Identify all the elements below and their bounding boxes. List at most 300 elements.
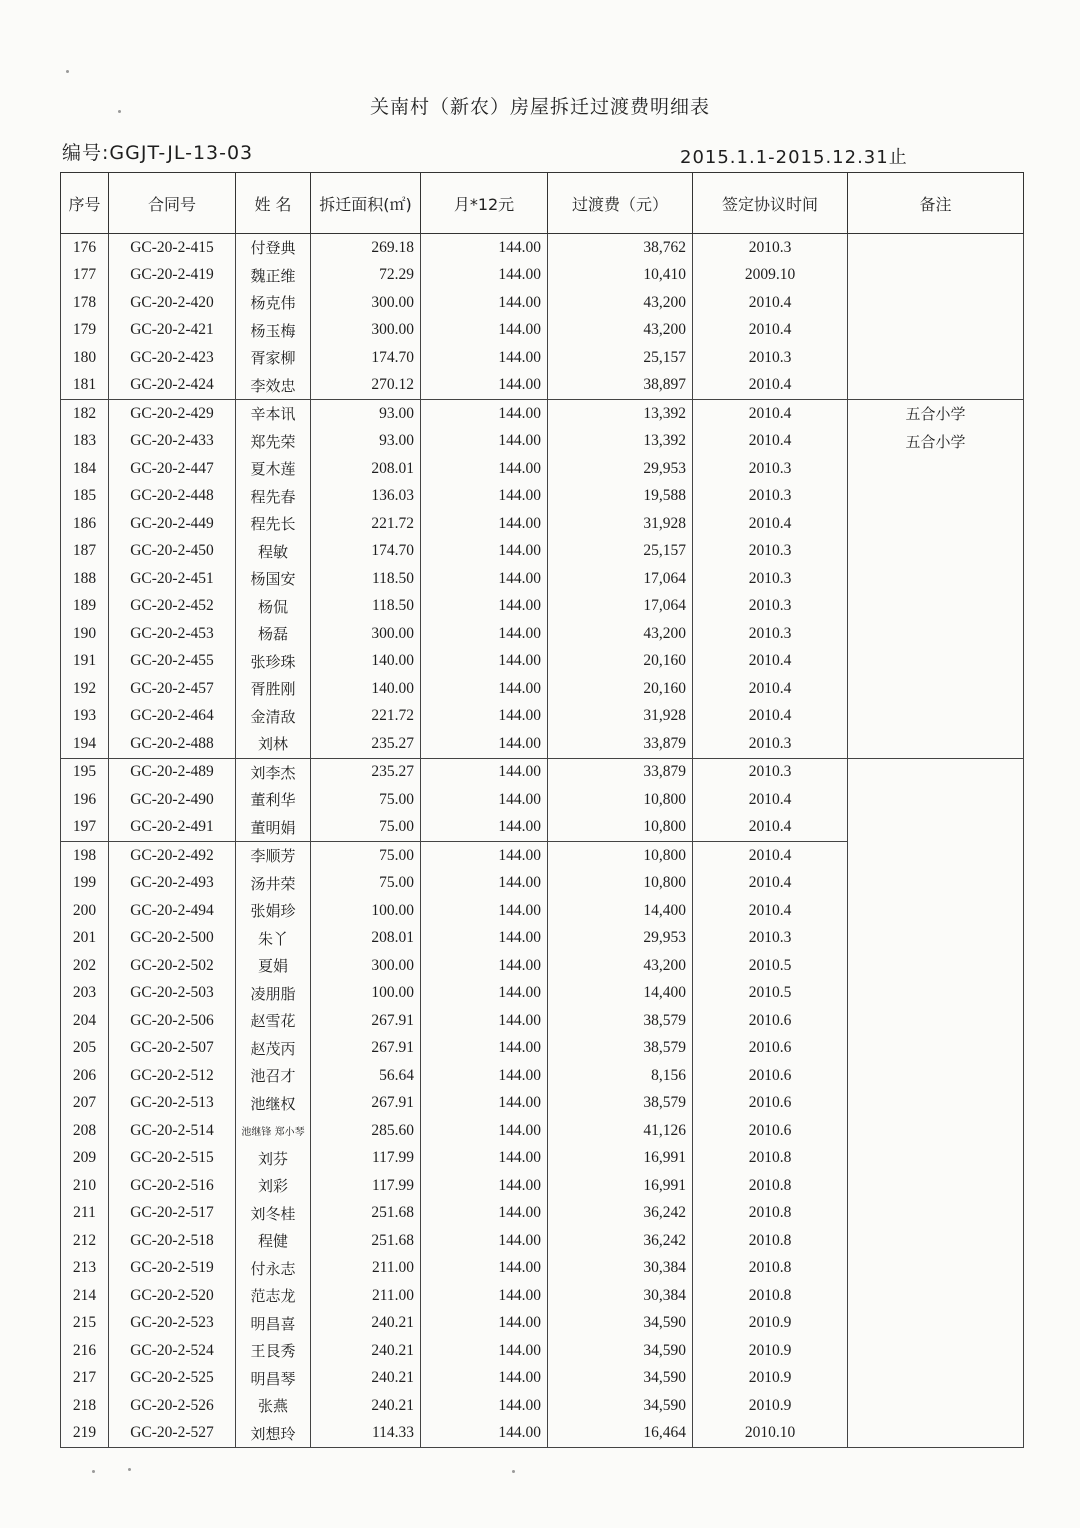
cell-index: 204 <box>61 1007 109 1035</box>
cell-area: 221.72 <box>311 703 421 731</box>
cell-remarks <box>848 1282 1024 1310</box>
cell-area: 93.00 <box>311 400 421 428</box>
cell-transition-fee: 38,579 <box>548 1035 693 1063</box>
cell-name: 杨玉梅 <box>236 317 311 345</box>
cell-monthly-rate: 144.00 <box>421 428 548 456</box>
cell-index: 182 <box>61 400 109 428</box>
cell-agreement-date: 2010.3 <box>693 538 848 566</box>
cell-index: 213 <box>61 1255 109 1283</box>
cell-remarks <box>848 814 1024 842</box>
cell-name: 董明娟 <box>236 814 311 842</box>
cell-index: 188 <box>61 565 109 593</box>
cell-remarks <box>848 1007 1024 1035</box>
cell-name: 杨国安 <box>236 565 311 593</box>
cell-name: 赵雪花 <box>236 1007 311 1035</box>
cell-transition-fee: 33,879 <box>548 730 693 758</box>
cell-contract-no: GC-20-2-513 <box>109 1090 236 1118</box>
cell-name: 夏木莲 <box>236 455 311 483</box>
cell-monthly-rate: 144.00 <box>421 1145 548 1173</box>
cell-agreement-date: 2010.4 <box>693 675 848 703</box>
cell-contract-no: GC-20-2-507 <box>109 1035 236 1063</box>
cell-remarks <box>848 565 1024 593</box>
table-row <box>61 870 1024 898</box>
table-row <box>61 758 1024 786</box>
table-row <box>61 593 1024 621</box>
cell-transition-fee: 38,579 <box>548 1007 693 1035</box>
cell-transition-fee: 38,579 <box>548 1090 693 1118</box>
cell-remarks <box>848 620 1024 648</box>
cell-transition-fee: 30,384 <box>548 1282 693 1310</box>
cell-monthly-rate: 144.00 <box>421 1035 548 1063</box>
cell-index: 217 <box>61 1365 109 1393</box>
cell-monthly-rate: 144.00 <box>421 703 548 731</box>
cell-name: 王艮秀 <box>236 1337 311 1365</box>
cell-area: 140.00 <box>311 675 421 703</box>
cell-contract-no: GC-20-2-464 <box>109 703 236 731</box>
cell-contract-no: GC-20-2-502 <box>109 952 236 980</box>
cell-monthly-rate: 144.00 <box>421 925 548 953</box>
cell-agreement-date: 2010.4 <box>693 786 848 814</box>
cell-area: 117.99 <box>311 1172 421 1200</box>
cell-contract-no: GC-20-2-457 <box>109 675 236 703</box>
cell-name: 杨磊 <box>236 620 311 648</box>
cell-remarks <box>848 980 1024 1008</box>
cell-contract-no: GC-20-2-450 <box>109 538 236 566</box>
cell-agreement-date: 2010.3 <box>693 565 848 593</box>
cell-contract-no: GC-20-2-500 <box>109 925 236 953</box>
cell-monthly-rate: 144.00 <box>421 1420 548 1448</box>
cell-name: 付登典 <box>236 234 311 262</box>
cell-index: 176 <box>61 234 109 262</box>
table-row <box>61 1282 1024 1310</box>
cell-area: 270.12 <box>311 372 421 400</box>
cell-agreement-date: 2010.3 <box>693 455 848 483</box>
header-transition-fee: 过渡费（元） <box>548 173 693 234</box>
cell-transition-fee: 38,762 <box>548 234 693 262</box>
cell-transition-fee: 16,991 <box>548 1145 693 1173</box>
cell-area: 118.50 <box>311 593 421 621</box>
cell-agreement-date: 2010.6 <box>693 1090 848 1118</box>
cell-contract-no: GC-20-2-525 <box>109 1365 236 1393</box>
cell-area: 300.00 <box>311 289 421 317</box>
cell-index: 203 <box>61 980 109 1008</box>
header-contract-no: 合同号 <box>109 173 236 234</box>
cell-index: 199 <box>61 870 109 898</box>
cell-index: 210 <box>61 1172 109 1200</box>
cell-monthly-rate: 144.00 <box>421 1062 548 1090</box>
cell-contract-no: GC-20-2-489 <box>109 758 236 786</box>
cell-index: 209 <box>61 1145 109 1173</box>
cell-transition-fee: 17,064 <box>548 593 693 621</box>
cell-index: 193 <box>61 703 109 731</box>
cell-transition-fee: 34,590 <box>548 1337 693 1365</box>
cell-area: 75.00 <box>311 786 421 814</box>
cell-name: 程敏 <box>236 538 311 566</box>
cell-agreement-date: 2010.4 <box>693 814 848 842</box>
cell-contract-no: GC-20-2-492 <box>109 842 236 870</box>
cell-contract-no: GC-20-2-453 <box>109 620 236 648</box>
cell-transition-fee: 25,157 <box>548 538 693 566</box>
table-row <box>61 925 1024 953</box>
cell-remarks <box>848 703 1024 731</box>
table-row <box>61 1420 1024 1448</box>
cell-remarks <box>848 1255 1024 1283</box>
cell-remarks <box>848 1062 1024 1090</box>
cell-index: 179 <box>61 317 109 345</box>
cell-index: 215 <box>61 1310 109 1338</box>
cell-area: 117.99 <box>311 1145 421 1173</box>
cell-contract-no: GC-20-2-491 <box>109 814 236 842</box>
header-remarks: 备注 <box>848 173 1024 234</box>
table-row <box>61 289 1024 317</box>
cell-transition-fee: 34,590 <box>548 1392 693 1420</box>
cell-agreement-date: 2010.8 <box>693 1145 848 1173</box>
cell-area: 211.00 <box>311 1255 421 1283</box>
cell-transition-fee: 16,464 <box>548 1420 693 1448</box>
cell-remarks <box>848 648 1024 676</box>
cell-contract-no: GC-20-2-516 <box>109 1172 236 1200</box>
cell-contract-no: GC-20-2-526 <box>109 1392 236 1420</box>
cell-agreement-date: 2010.3 <box>693 593 848 621</box>
table-row <box>61 455 1024 483</box>
cell-transition-fee: 34,590 <box>548 1365 693 1393</box>
cell-monthly-rate: 144.00 <box>421 1255 548 1283</box>
cell-transition-fee: 10,800 <box>548 870 693 898</box>
cell-agreement-date: 2010.3 <box>693 620 848 648</box>
table-row <box>61 1392 1024 1420</box>
cell-index: 196 <box>61 786 109 814</box>
cell-remarks <box>848 234 1024 262</box>
cell-contract-no: GC-20-2-448 <box>109 483 236 511</box>
page-title: 关南村（新农）房屋拆迁过渡费明细表 <box>369 96 710 118</box>
table-row <box>61 1337 1024 1365</box>
cell-transition-fee: 20,160 <box>548 648 693 676</box>
cell-transition-fee: 43,200 <box>548 620 693 648</box>
cell-remarks <box>848 1035 1024 1063</box>
cell-monthly-rate: 144.00 <box>421 1172 548 1200</box>
cell-area: 208.01 <box>311 925 421 953</box>
cell-area: 235.27 <box>311 758 421 786</box>
cell-remarks <box>848 925 1024 953</box>
cell-remarks <box>848 593 1024 621</box>
cell-monthly-rate: 144.00 <box>421 372 548 400</box>
cell-remarks <box>848 842 1024 870</box>
cell-name: 池继锋 郑小琴 <box>236 1117 311 1145</box>
cell-contract-no: GC-20-2-520 <box>109 1282 236 1310</box>
table-row <box>61 344 1024 372</box>
table-row <box>61 317 1024 345</box>
cell-area: 240.21 <box>311 1392 421 1420</box>
cell-monthly-rate: 144.00 <box>421 538 548 566</box>
cell-agreement-date: 2010.9 <box>693 1392 848 1420</box>
cell-agreement-date: 2010.4 <box>693 372 848 400</box>
cell-area: 100.00 <box>311 897 421 925</box>
cell-name: 张娟珍 <box>236 897 311 925</box>
cell-agreement-date: 2010.8 <box>693 1282 848 1310</box>
cell-transition-fee: 10,800 <box>548 814 693 842</box>
table-row <box>61 400 1024 428</box>
cell-monthly-rate: 144.00 <box>421 786 548 814</box>
table-row <box>61 1227 1024 1255</box>
cell-index: 192 <box>61 675 109 703</box>
cell-contract-no: GC-20-2-433 <box>109 428 236 456</box>
cell-name: 范志龙 <box>236 1282 311 1310</box>
cell-transition-fee: 10,800 <box>548 786 693 814</box>
cell-index: 212 <box>61 1227 109 1255</box>
date-range: 2015.1.1-2015.12.31止 <box>680 147 908 168</box>
cell-agreement-date: 2010.6 <box>693 1062 848 1090</box>
table-header-row <box>61 173 1024 234</box>
cell-transition-fee: 13,392 <box>548 428 693 456</box>
cell-agreement-date: 2010.9 <box>693 1365 848 1393</box>
cell-remarks <box>848 1365 1024 1393</box>
cell-transition-fee: 17,064 <box>548 565 693 593</box>
cell-name: 张珍珠 <box>236 648 311 676</box>
relocation-fee-table <box>60 172 1024 1448</box>
cell-remarks <box>848 455 1024 483</box>
cell-name: 刘林 <box>236 730 311 758</box>
cell-remarks <box>848 897 1024 925</box>
cell-agreement-date: 2010.4 <box>693 400 848 428</box>
cell-index: 202 <box>61 952 109 980</box>
cell-index: 211 <box>61 1200 109 1228</box>
cell-name: 池继权 <box>236 1090 311 1118</box>
header-monthly-rate: 月*12元 <box>421 173 548 234</box>
cell-index: 201 <box>61 925 109 953</box>
table-row <box>61 1035 1024 1063</box>
cell-monthly-rate: 144.00 <box>421 952 548 980</box>
table-row <box>61 262 1024 290</box>
cell-remarks: 五合小学 <box>848 400 1024 428</box>
cell-remarks <box>848 1117 1024 1145</box>
cell-agreement-date: 2010.3 <box>693 925 848 953</box>
table-row <box>61 1090 1024 1118</box>
table-row <box>61 620 1024 648</box>
cell-area: 300.00 <box>311 620 421 648</box>
cell-transition-fee: 10,410 <box>548 262 693 290</box>
cell-remarks <box>848 675 1024 703</box>
cell-area: 221.72 <box>311 510 421 538</box>
cell-contract-no: GC-20-2-503 <box>109 980 236 1008</box>
cell-transition-fee: 43,200 <box>548 289 693 317</box>
cell-agreement-date: 2010.4 <box>693 428 848 456</box>
cell-transition-fee: 14,400 <box>548 980 693 1008</box>
cell-remarks <box>848 1145 1024 1173</box>
table-row <box>61 1200 1024 1228</box>
cell-index: 181 <box>61 372 109 400</box>
cell-agreement-date: 2010.10 <box>693 1420 848 1448</box>
cell-contract-no: GC-20-2-424 <box>109 372 236 400</box>
cell-contract-no: GC-20-2-524 <box>109 1337 236 1365</box>
cell-remarks <box>848 1337 1024 1365</box>
cell-agreement-date: 2010.4 <box>693 648 848 676</box>
cell-area: 174.70 <box>311 538 421 566</box>
table-row <box>61 1117 1024 1145</box>
cell-transition-fee: 43,200 <box>548 317 693 345</box>
cell-contract-no: GC-20-2-429 <box>109 400 236 428</box>
cell-area: 140.00 <box>311 648 421 676</box>
table-row <box>61 234 1024 262</box>
cell-name: 郑先荣 <box>236 428 311 456</box>
cell-transition-fee: 33,879 <box>548 758 693 786</box>
cell-monthly-rate: 144.00 <box>421 400 548 428</box>
cell-agreement-date: 2010.3 <box>693 758 848 786</box>
cell-agreement-date: 2010.6 <box>693 1117 848 1145</box>
cell-remarks: 五合小学 <box>848 428 1024 456</box>
cell-monthly-rate: 144.00 <box>421 758 548 786</box>
table-row <box>61 648 1024 676</box>
cell-contract-no: GC-20-2-415 <box>109 234 236 262</box>
cell-area: 251.68 <box>311 1200 421 1228</box>
cell-remarks <box>848 758 1024 786</box>
cell-transition-fee: 19,588 <box>548 483 693 511</box>
cell-area: 75.00 <box>311 814 421 842</box>
cell-agreement-date: 2010.6 <box>693 1035 848 1063</box>
cell-contract-no: GC-20-2-423 <box>109 344 236 372</box>
cell-name: 魏正维 <box>236 262 311 290</box>
table-row <box>61 1145 1024 1173</box>
cell-name: 池召才 <box>236 1062 311 1090</box>
cell-monthly-rate: 144.00 <box>421 1392 548 1420</box>
table-row <box>61 538 1024 566</box>
table-row <box>61 897 1024 925</box>
table-row <box>61 786 1024 814</box>
cell-remarks <box>848 1172 1024 1200</box>
cell-remarks <box>848 1090 1024 1118</box>
cell-transition-fee: 20,160 <box>548 675 693 703</box>
cell-remarks <box>848 344 1024 372</box>
cell-agreement-date: 2010.9 <box>693 1337 848 1365</box>
cell-monthly-rate: 144.00 <box>421 510 548 538</box>
cell-area: 267.91 <box>311 1090 421 1118</box>
cell-contract-no: GC-20-2-452 <box>109 593 236 621</box>
cell-transition-fee: 36,242 <box>548 1227 693 1255</box>
cell-index: 219 <box>61 1420 109 1448</box>
cell-index: 189 <box>61 593 109 621</box>
cell-remarks <box>848 1200 1024 1228</box>
table-row <box>61 842 1024 870</box>
cell-transition-fee: 31,928 <box>548 510 693 538</box>
cell-transition-fee: 8,156 <box>548 1062 693 1090</box>
cell-area: 174.70 <box>311 344 421 372</box>
cell-index: 185 <box>61 483 109 511</box>
cell-monthly-rate: 144.00 <box>421 1310 548 1338</box>
cell-name: 明昌琴 <box>236 1365 311 1393</box>
cell-agreement-date: 2010.3 <box>693 234 848 262</box>
cell-name: 胥家柳 <box>236 344 311 372</box>
cell-monthly-rate: 144.00 <box>421 317 548 345</box>
cell-name: 刘想玲 <box>236 1420 311 1448</box>
table-row <box>61 483 1024 511</box>
cell-transition-fee: 38,897 <box>548 372 693 400</box>
cell-transition-fee: 14,400 <box>548 897 693 925</box>
cell-name: 朱丫 <box>236 925 311 953</box>
scan-speck <box>66 70 69 73</box>
cell-contract-no: GC-20-2-421 <box>109 317 236 345</box>
cell-area: 75.00 <box>311 870 421 898</box>
cell-index: 187 <box>61 538 109 566</box>
cell-name: 杨克伟 <box>236 289 311 317</box>
cell-remarks <box>848 289 1024 317</box>
cell-area: 75.00 <box>311 842 421 870</box>
table-row <box>61 1007 1024 1035</box>
cell-remarks <box>848 372 1024 400</box>
cell-contract-no: GC-20-2-506 <box>109 1007 236 1035</box>
cell-contract-no: GC-20-2-514 <box>109 1117 236 1145</box>
cell-index: 218 <box>61 1392 109 1420</box>
document-number: 编号:GGJT-JL-13-03 <box>62 142 254 164</box>
cell-agreement-date: 2010.4 <box>693 842 848 870</box>
cell-monthly-rate: 144.00 <box>421 648 548 676</box>
cell-agreement-date: 2009.10 <box>693 262 848 290</box>
cell-index: 190 <box>61 620 109 648</box>
cell-monthly-rate: 144.00 <box>421 1007 548 1035</box>
cell-contract-no: GC-20-2-447 <box>109 455 236 483</box>
cell-monthly-rate: 144.00 <box>421 730 548 758</box>
cell-agreement-date: 2010.3 <box>693 730 848 758</box>
cell-transition-fee: 43,200 <box>548 952 693 980</box>
cell-name: 张燕 <box>236 1392 311 1420</box>
scan-speck <box>512 1470 515 1473</box>
cell-agreement-date: 2010.5 <box>693 952 848 980</box>
table-row <box>61 980 1024 1008</box>
cell-name: 胥胜刚 <box>236 675 311 703</box>
cell-name: 凌朋脂 <box>236 980 311 1008</box>
cell-remarks <box>848 510 1024 538</box>
cell-agreement-date: 2010.6 <box>693 1007 848 1035</box>
table-row <box>61 1172 1024 1200</box>
cell-monthly-rate: 144.00 <box>421 675 548 703</box>
cell-index: 198 <box>61 842 109 870</box>
cell-transition-fee: 29,953 <box>548 925 693 953</box>
cell-agreement-date: 2010.9 <box>693 1310 848 1338</box>
cell-index: 205 <box>61 1035 109 1063</box>
cell-area: 56.64 <box>311 1062 421 1090</box>
cell-remarks <box>848 1310 1024 1338</box>
cell-contract-no: GC-20-2-512 <box>109 1062 236 1090</box>
cell-agreement-date: 2010.8 <box>693 1255 848 1283</box>
cell-area: 100.00 <box>311 980 421 1008</box>
cell-transition-fee: 25,157 <box>548 344 693 372</box>
cell-monthly-rate: 144.00 <box>421 1282 548 1310</box>
table-row <box>61 372 1024 400</box>
cell-area: 251.68 <box>311 1227 421 1255</box>
cell-index: 206 <box>61 1062 109 1090</box>
cell-remarks <box>848 483 1024 511</box>
cell-transition-fee: 41,126 <box>548 1117 693 1145</box>
cell-name: 夏娟 <box>236 952 311 980</box>
cell-monthly-rate: 144.00 <box>421 620 548 648</box>
cell-name: 程先长 <box>236 510 311 538</box>
cell-monthly-rate: 144.00 <box>421 897 548 925</box>
cell-name: 李效忠 <box>236 372 311 400</box>
cell-contract-no: GC-20-2-515 <box>109 1145 236 1173</box>
cell-transition-fee: 16,991 <box>548 1172 693 1200</box>
cell-name: 李顺芳 <box>236 842 311 870</box>
cell-contract-no: GC-20-2-519 <box>109 1255 236 1283</box>
cell-monthly-rate: 144.00 <box>421 289 548 317</box>
cell-remarks <box>848 317 1024 345</box>
cell-agreement-date: 2010.4 <box>693 897 848 925</box>
cell-monthly-rate: 144.00 <box>421 565 548 593</box>
cell-index: 194 <box>61 730 109 758</box>
cell-agreement-date: 2010.8 <box>693 1227 848 1255</box>
table-row <box>61 1255 1024 1283</box>
cell-monthly-rate: 144.00 <box>421 483 548 511</box>
table-row <box>61 814 1024 842</box>
cell-name: 程健 <box>236 1227 311 1255</box>
cell-index: 195 <box>61 758 109 786</box>
